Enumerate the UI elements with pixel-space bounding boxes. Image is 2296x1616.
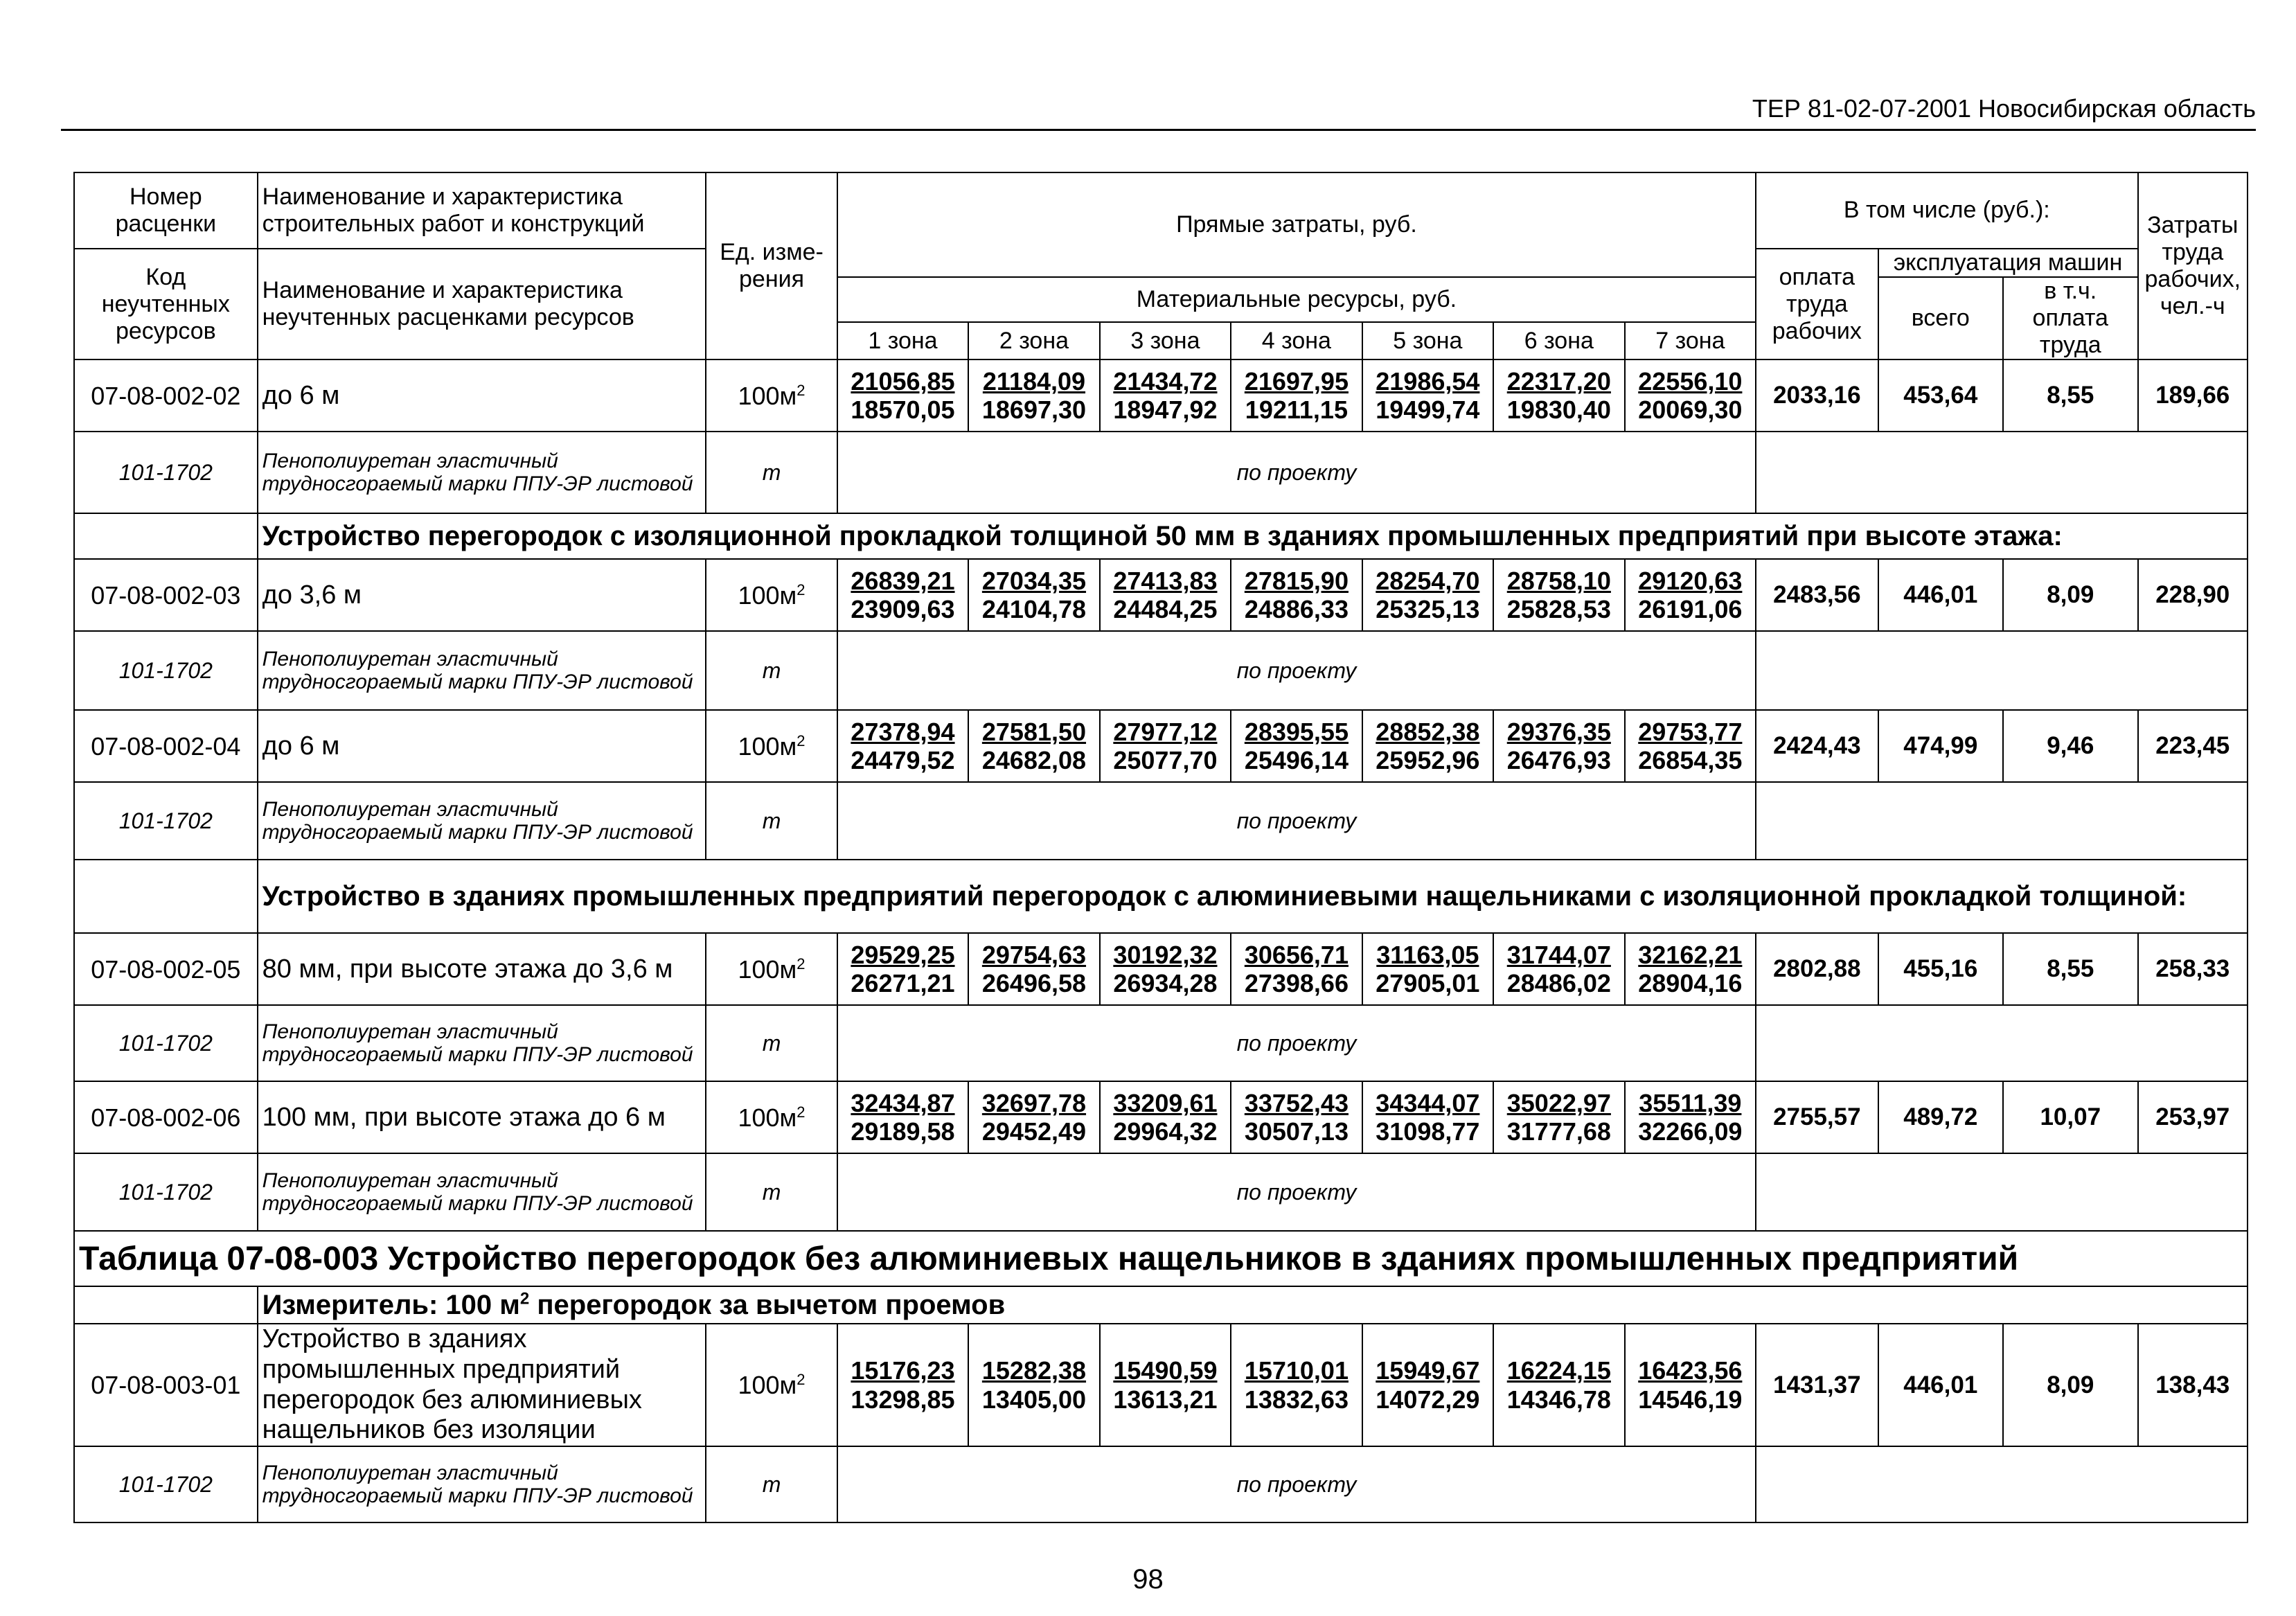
zone-price-cell xyxy=(1362,933,1493,1005)
zone-price-cell xyxy=(837,1081,968,1153)
material-cost-value: 18947,92 xyxy=(1113,396,1218,425)
direct-cost-value: 31163,05 xyxy=(1376,940,1479,969)
zone-price-cell xyxy=(1625,1081,1756,1153)
direct-cost-value: 27815,90 xyxy=(1244,566,1349,595)
unit-text: 100м xyxy=(738,731,797,761)
section-empty xyxy=(74,513,258,559)
rate-name: до 6 м xyxy=(258,359,706,432)
direct-cost-value: 15490,59 xyxy=(1113,1356,1218,1385)
direct-cost-value: 21697,95 xyxy=(1244,366,1349,396)
rate-labor: 189,66 xyxy=(2138,359,2248,432)
resource-row xyxy=(74,1153,2248,1231)
zone-price-cell xyxy=(837,710,968,782)
resource-name: Пенополиуретан эластичный трудносгораемый марки ППУ-ЭР листовой xyxy=(258,631,706,710)
resource-value: по проекту xyxy=(837,631,1756,710)
material-cost-value: 20069,30 xyxy=(1638,396,1743,425)
zone-price-cell xyxy=(1362,1081,1493,1153)
direct-cost-value: 15949,67 xyxy=(1376,1356,1480,1385)
direct-cost-value: 35022,97 xyxy=(1506,1088,1611,1117)
rate-row xyxy=(74,1081,2248,1153)
zone-price-cell xyxy=(1100,359,1231,432)
direct-cost-value: 16224,15 xyxy=(1506,1356,1611,1385)
section-row xyxy=(74,860,2248,933)
rate-row xyxy=(74,933,2248,1005)
direct-cost-value: 21184,09 xyxy=(982,366,1086,396)
zone-5-header: 5 зона xyxy=(1362,322,1493,359)
resource-code: 101-1702 xyxy=(74,782,258,860)
zone-price-cell xyxy=(968,1081,1099,1153)
header-row-1 xyxy=(74,172,2248,249)
material-cost-value: 19830,40 xyxy=(1506,396,1611,425)
resource-empty xyxy=(1756,1005,2248,1081)
unit-superscript: 2 xyxy=(797,381,806,399)
col-res-code-header: Код неучтенных ресурсов xyxy=(74,249,258,359)
material-cost-value: 26854,35 xyxy=(1638,746,1743,775)
direct-cost-value: 15710,01 xyxy=(1244,1356,1349,1385)
section-title: Устройство перегородок с изоляционной прокладкой толщиной 50 мм в зданиях промышленных предприятий при высоте этажа: xyxy=(258,513,2248,559)
rate-labor: 258,33 xyxy=(2138,933,2248,1005)
direct-cost-value: 28758,10 xyxy=(1506,566,1611,595)
rate-unit xyxy=(706,933,837,1005)
unit-superscript: 2 xyxy=(797,1371,806,1389)
document-header: ТЕР 81-02-07-2001 Новосибирская область xyxy=(1752,94,2256,123)
direct-cost-value: 32434,87 xyxy=(851,1088,955,1117)
zone-price-cell xyxy=(837,1324,968,1446)
resource-code: 101-1702 xyxy=(74,432,258,513)
unit-superscript: 2 xyxy=(797,580,806,598)
zone-6-header: 6 зона xyxy=(1493,322,1624,359)
measure-suffix: перегородок за вычетом проемов xyxy=(529,1290,1006,1321)
zone-price-cell xyxy=(968,933,1099,1005)
zone-price-cell xyxy=(968,359,1099,432)
col-labor-header: Затраты труда рабочих, чел.-ч xyxy=(2138,172,2248,359)
direct-cost-value: 15282,38 xyxy=(981,1356,1087,1385)
col-res-name-header: Наименование и характеристика неучтенных расценками ресурсов xyxy=(258,249,706,359)
resource-value: по проекту xyxy=(837,1005,1756,1081)
direct-cost-value: 22556,10 xyxy=(1638,366,1743,396)
material-cost-value: 29189,58 xyxy=(851,1117,955,1146)
section-row xyxy=(74,513,2248,559)
rate-row xyxy=(74,1324,2248,1446)
rate-unit xyxy=(706,359,837,432)
resource-value: по проекту xyxy=(837,432,1756,513)
rate-name: до 3,6 м xyxy=(258,559,706,631)
resource-value: по проекту xyxy=(837,782,1756,860)
unit-text: 100м xyxy=(738,1371,797,1400)
resource-name: Пенополиуретан эластичный трудносгораемый марки ППУ-ЭР листовой xyxy=(258,432,706,513)
material-cost-value: 25952,96 xyxy=(1376,746,1480,775)
zone-7-header: 7 зона xyxy=(1625,322,1756,359)
rate-mach-wage: 8,55 xyxy=(2003,359,2138,432)
col-unit-header: Ед. изме-рения xyxy=(706,172,837,359)
zone-1-header: 1 зона xyxy=(837,322,968,359)
rate-code: 07-08-002-03 xyxy=(74,559,258,631)
measure-superscript: 2 xyxy=(519,1290,530,1309)
direct-cost-value: 32697,78 xyxy=(981,1088,1087,1117)
rate-code: 07-08-002-06 xyxy=(74,1081,258,1153)
resource-row xyxy=(74,782,2248,860)
zone-price-cell xyxy=(1362,710,1493,782)
rate-wage: 2802,88 xyxy=(1756,933,1878,1005)
resource-unit: т xyxy=(706,1446,837,1522)
col-direct-header: Прямые затраты, руб. xyxy=(837,172,1756,277)
zone-price-cell xyxy=(837,359,968,432)
rate-name: 100 мм, при высоте этажа до 6 м xyxy=(258,1081,706,1153)
unit-text: 100м xyxy=(738,381,797,410)
rate-row xyxy=(74,359,2248,432)
zone-price-cell xyxy=(1493,359,1624,432)
zone-price-cell xyxy=(837,559,968,631)
col-name-header: Наименование и характеристика строительных работ и конструкций xyxy=(258,172,706,249)
material-cost-value: 24104,78 xyxy=(981,595,1087,624)
direct-cost-value: 33752,43 xyxy=(1244,1088,1349,1117)
material-cost-value: 27398,66 xyxy=(1244,969,1349,998)
material-cost-value: 30507,13 xyxy=(1244,1117,1349,1146)
material-cost-value: 24484,25 xyxy=(1113,595,1218,624)
zone-2-header: 2 зона xyxy=(968,322,1099,359)
material-cost-value: 28486,02 xyxy=(1506,969,1611,998)
resource-code: 101-1702 xyxy=(74,1153,258,1231)
rate-code: 07-08-002-02 xyxy=(74,359,258,432)
resource-name: Пенополиуретан эластичный трудносгораемый марки ППУ-ЭР листовой xyxy=(258,1153,706,1231)
table-title-row xyxy=(74,1231,2248,1286)
col-wage-header: оплата труда рабочих xyxy=(1756,249,1878,359)
material-cost-value: 28904,16 xyxy=(1638,969,1743,998)
resource-row xyxy=(74,432,2248,513)
material-cost-value: 14346,78 xyxy=(1506,1385,1611,1414)
material-cost-value: 18570,05 xyxy=(851,396,955,425)
zone-price-cell xyxy=(1100,1324,1231,1446)
page-number: 98 xyxy=(1132,1564,1164,1595)
direct-cost-value: 29529,25 xyxy=(851,940,955,969)
material-cost-value: 18697,30 xyxy=(981,396,1087,425)
zone-price-cell xyxy=(1493,559,1624,631)
rate-wage: 1431,37 xyxy=(1756,1324,1878,1446)
direct-cost-value: 21434,72 xyxy=(1113,366,1218,396)
price-table xyxy=(73,172,2248,1523)
zone-price-cell xyxy=(968,1324,1099,1446)
resource-unit: т xyxy=(706,432,837,513)
rate-wage: 2755,57 xyxy=(1756,1081,1878,1153)
zone-price-cell xyxy=(1100,710,1231,782)
rate-row xyxy=(74,559,2248,631)
rate-name: Устройство в зданиях промышленных предприятий перегородок без алюминиевых нащельников без изоляции xyxy=(258,1324,706,1446)
zone-price-cell xyxy=(1362,1324,1493,1446)
direct-cost-value: 30192,32 xyxy=(1113,940,1218,969)
rate-labor: 228,90 xyxy=(2138,559,2248,631)
material-cost-value: 13613,21 xyxy=(1113,1385,1218,1414)
material-cost-value: 29964,32 xyxy=(1113,1117,1218,1146)
zone-price-cell xyxy=(1231,710,1362,782)
material-cost-value: 24479,52 xyxy=(851,746,955,775)
direct-cost-value: 30656,71 xyxy=(1244,940,1349,969)
material-cost-value: 32266,09 xyxy=(1638,1117,1743,1146)
table-title: Таблица 07-08-003 Устройство перегородок без алюминиевых нащельников в зданиях промышленных предприятий xyxy=(74,1231,2248,1286)
header-divider xyxy=(61,129,2256,131)
material-cost-value: 25828,53 xyxy=(1506,595,1611,624)
zone-price-cell xyxy=(1231,559,1362,631)
zone-price-cell xyxy=(968,710,1099,782)
resource-unit: т xyxy=(706,1153,837,1231)
material-cost-value: 14072,29 xyxy=(1376,1385,1480,1414)
unit-text: 100м xyxy=(738,954,797,984)
measure-prefix: Измеритель: 100 м xyxy=(262,1290,520,1321)
zone-price-cell xyxy=(1625,559,1756,631)
direct-cost-value: 28254,70 xyxy=(1376,566,1480,595)
col-incl-header: В том числе (руб.): xyxy=(1756,172,2137,249)
rate-labor: 138,43 xyxy=(2138,1324,2248,1446)
resource-row xyxy=(74,631,2248,710)
resource-empty xyxy=(1756,631,2248,710)
direct-cost-value: 35511,39 xyxy=(1639,1088,1742,1117)
zone-price-cell xyxy=(1625,359,1756,432)
resource-name: Пенополиуретан эластичный трудносгораемый марки ППУ-ЭР листовой xyxy=(258,1446,706,1522)
direct-cost-value: 28395,55 xyxy=(1244,717,1349,746)
material-cost-value: 26271,21 xyxy=(851,969,955,998)
col-mach-total-header: всего xyxy=(1878,277,2003,359)
resource-code: 101-1702 xyxy=(74,1005,258,1081)
col-code-header: Номер расценки xyxy=(74,172,258,249)
rate-mach: 489,72 xyxy=(1878,1081,2003,1153)
resource-empty xyxy=(1756,432,2248,513)
material-cost-value: 23909,63 xyxy=(851,595,955,624)
rate-name: 80 мм, при высоте этажа до 3,6 м xyxy=(258,933,706,1005)
rate-labor: 223,45 xyxy=(2138,710,2248,782)
resource-value: по проекту xyxy=(837,1153,1756,1231)
material-cost-value: 31098,77 xyxy=(1376,1117,1480,1146)
measure-label xyxy=(258,1286,2248,1324)
rate-mach: 455,16 xyxy=(1878,933,2003,1005)
rate-mach-wage: 10,07 xyxy=(2003,1081,2138,1153)
zone-price-cell xyxy=(1625,710,1756,782)
material-cost-value: 27905,01 xyxy=(1376,969,1480,998)
zone-price-cell xyxy=(1231,359,1362,432)
zone-price-cell xyxy=(968,559,1099,631)
section-title: Устройство в зданиях промышленных предприятий перегородок с алюминиевыми нащельниками с изоляционной прокладкой толщиной: xyxy=(258,860,2248,933)
resource-unit: т xyxy=(706,782,837,860)
direct-cost-value: 29376,35 xyxy=(1506,717,1611,746)
direct-cost-value: 31744,07 xyxy=(1506,940,1611,969)
zone-price-cell xyxy=(1362,359,1493,432)
resource-unit: т xyxy=(706,1005,837,1081)
zone-4-header: 4 зона xyxy=(1231,322,1362,359)
zone-price-cell xyxy=(1100,559,1231,631)
material-cost-value: 24682,08 xyxy=(981,746,1087,775)
rate-mach-wage: 9,46 xyxy=(2003,710,2138,782)
zone-price-cell xyxy=(1231,933,1362,1005)
direct-cost-value: 27977,12 xyxy=(1113,717,1218,746)
material-cost-value: 14546,19 xyxy=(1638,1385,1743,1414)
section-empty xyxy=(74,860,258,933)
rate-name: до 6 м xyxy=(258,710,706,782)
unit-text: 100м xyxy=(738,580,797,610)
unit-superscript: 2 xyxy=(797,954,806,973)
zone-price-cell xyxy=(1493,710,1624,782)
material-cost-value: 19499,74 xyxy=(1376,396,1480,425)
direct-cost-value: 27378,94 xyxy=(851,717,955,746)
unit-superscript: 2 xyxy=(797,731,806,749)
direct-cost-value: 34344,07 xyxy=(1376,1088,1480,1117)
measure-row xyxy=(74,1286,2248,1324)
resource-row xyxy=(74,1446,2248,1522)
direct-cost-value: 33209,61 xyxy=(1113,1088,1218,1117)
zone-3-header: 3 зона xyxy=(1100,322,1231,359)
material-cost-value: 25496,14 xyxy=(1244,746,1349,775)
material-cost-value: 31777,68 xyxy=(1506,1117,1611,1146)
zone-price-cell xyxy=(1100,933,1231,1005)
zone-price-cell xyxy=(1362,559,1493,631)
rate-mach-wage: 8,55 xyxy=(2003,933,2138,1005)
material-cost-value: 25077,70 xyxy=(1113,746,1218,775)
rate-code: 07-08-002-04 xyxy=(74,710,258,782)
measure-empty xyxy=(74,1286,258,1324)
rate-mach-wage: 8,09 xyxy=(2003,1324,2138,1446)
resource-code: 101-1702 xyxy=(74,631,258,710)
zone-price-cell xyxy=(1231,1081,1362,1153)
rate-mach: 474,99 xyxy=(1878,710,2003,782)
direct-cost-value: 15176,23 xyxy=(851,1356,955,1385)
direct-cost-value: 26839,21 xyxy=(851,566,955,595)
rate-wage: 2033,16 xyxy=(1756,359,1878,432)
zone-price-cell xyxy=(1100,1081,1231,1153)
zone-price-cell xyxy=(1625,933,1756,1005)
direct-cost-value: 29753,77 xyxy=(1638,717,1743,746)
material-cost-value: 13832,63 xyxy=(1244,1385,1349,1414)
resource-value: по проекту xyxy=(837,1446,1756,1522)
rate-unit xyxy=(706,1324,837,1446)
direct-cost-value: 16423,56 xyxy=(1638,1356,1743,1385)
material-cost-value: 19211,15 xyxy=(1245,396,1348,425)
col-machines-header: эксплуатация машин xyxy=(1878,249,2138,277)
zone-price-cell xyxy=(1493,933,1624,1005)
rate-code: 07-08-002-05 xyxy=(74,933,258,1005)
direct-cost-value: 27034,35 xyxy=(981,566,1087,595)
material-cost-value: 26191,06 xyxy=(1638,595,1743,624)
material-cost-value: 26496,58 xyxy=(981,969,1087,998)
zone-price-cell xyxy=(1625,1324,1756,1446)
resource-unit: т xyxy=(706,631,837,710)
col-material-header: Материальные ресурсы, руб. xyxy=(837,277,1756,322)
rate-row xyxy=(74,710,2248,782)
resource-empty xyxy=(1756,1153,2248,1231)
zone-price-cell xyxy=(1231,1324,1362,1446)
unit-superscript: 2 xyxy=(797,1103,806,1121)
rate-mach: 446,01 xyxy=(1878,1324,2003,1446)
direct-cost-value: 32162,21 xyxy=(1638,940,1743,969)
rate-wage: 2483,56 xyxy=(1756,559,1878,631)
rate-mach-wage: 8,09 xyxy=(2003,559,2138,631)
rate-mach: 446,01 xyxy=(1878,559,2003,631)
direct-cost-value: 29120,63 xyxy=(1638,566,1743,595)
rate-unit xyxy=(706,710,837,782)
resource-row xyxy=(74,1005,2248,1081)
col-mach-wage-header: в т.ч. оплата труда xyxy=(2003,277,2138,359)
material-cost-value: 26476,93 xyxy=(1506,746,1611,775)
resource-empty xyxy=(1756,1446,2248,1522)
direct-cost-value: 29754,63 xyxy=(981,940,1087,969)
material-cost-value: 24886,33 xyxy=(1244,595,1349,624)
zone-price-cell xyxy=(837,933,968,1005)
resource-code: 101-1702 xyxy=(74,1446,258,1522)
resource-name: Пенополиуретан эластичный трудносгораемый марки ППУ-ЭР листовой xyxy=(258,782,706,860)
rate-labor: 253,97 xyxy=(2138,1081,2248,1153)
material-cost-value: 29452,49 xyxy=(981,1117,1087,1146)
rate-unit xyxy=(706,559,837,631)
zone-price-cell xyxy=(1493,1081,1624,1153)
direct-cost-value: 21986,54 xyxy=(1376,366,1480,396)
material-cost-value: 13298,85 xyxy=(851,1385,955,1414)
unit-text: 100м xyxy=(738,1103,797,1132)
resource-empty xyxy=(1756,782,2248,860)
direct-cost-value: 28852,38 xyxy=(1376,717,1480,746)
rate-wage: 2424,43 xyxy=(1756,710,1878,782)
material-cost-value: 25325,13 xyxy=(1376,595,1480,624)
material-cost-value: 13405,00 xyxy=(981,1385,1087,1414)
direct-cost-value: 22317,20 xyxy=(1506,366,1611,396)
material-cost-value: 26934,28 xyxy=(1113,969,1218,998)
rate-code: 07-08-003-01 xyxy=(74,1324,258,1446)
direct-cost-value: 27581,50 xyxy=(981,717,1087,746)
rate-mach: 453,64 xyxy=(1878,359,2003,432)
direct-cost-value: 21056,85 xyxy=(851,366,955,396)
rate-unit xyxy=(706,1081,837,1153)
resource-name: Пенополиуретан эластичный трудносгораемый марки ППУ-ЭР листовой xyxy=(258,1005,706,1081)
zone-price-cell xyxy=(1493,1324,1624,1446)
direct-cost-value: 27413,83 xyxy=(1113,566,1218,595)
